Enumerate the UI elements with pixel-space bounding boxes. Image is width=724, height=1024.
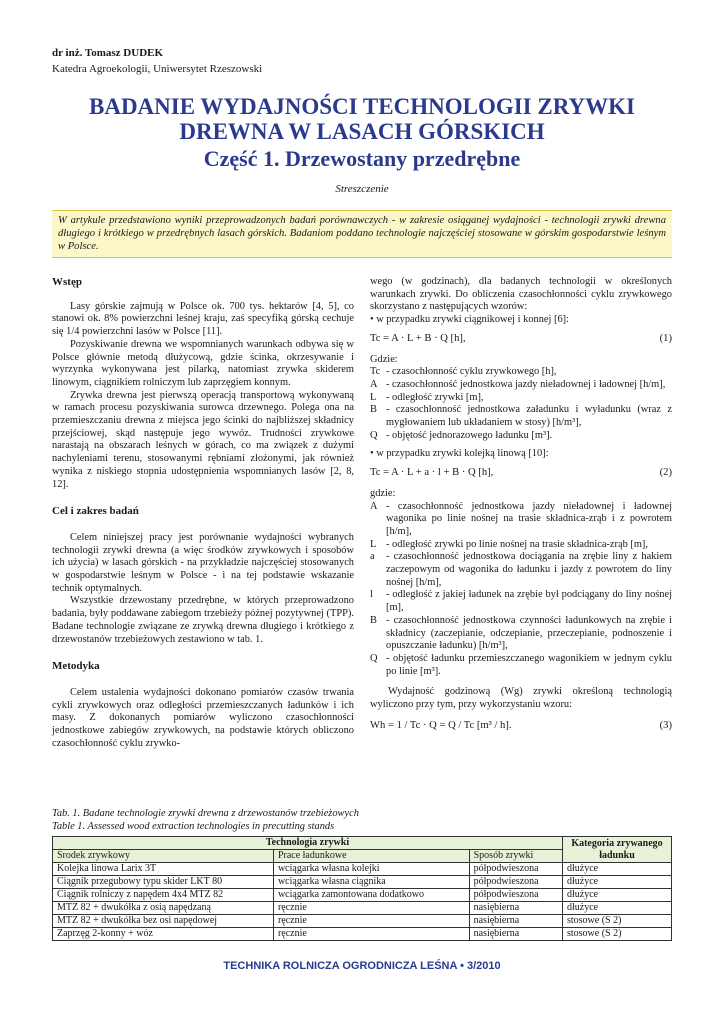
equation-number: (1) <box>659 332 672 344</box>
equation-text: Wh = 1 / Tc · Q = Q / Tc [m³ / h]. <box>370 719 512 731</box>
gloss-symbol: L <box>370 538 377 550</box>
paragraph: Celem ustalenia wydajności dokonano pomiarów czasów trwania cykli zrywkowych oraz odległości przemieszczanych ładunków i ich masy. Z dokonanych pomiarów wyliczono czasochłonności jednostkowe zabiegów zrywkowych, na podstawie których obliczono czasochłonność cyklu zrywko- <box>52 686 354 749</box>
gloss-definition: - czasochłonność cyklu zrywkowego [h], <box>386 366 557 378</box>
section-heading-goal: Cel i zakres badań <box>52 505 139 518</box>
table-header-row <box>53 837 672 850</box>
bullet-text: w przypadku zrywki kolejką linową [10]: <box>376 448 549 460</box>
journal-footer: TECHNIKA ROLNICZA OGRODNICZA LEŚNA • 3/2010 <box>223 960 501 972</box>
section-heading-method: Metodyka <box>52 660 100 673</box>
table-category-header: Kategoria zrywanego ładunku <box>563 837 672 863</box>
paragraph: Wydajność godzinową (Wg) zrywki określoną technologią wyliczono przy tym, przy wykorzystaniu wzoru: <box>370 686 672 711</box>
left-column <box>52 276 354 751</box>
glossary-2 <box>370 501 672 679</box>
gloss-symbol: l <box>370 589 373 601</box>
equation-3 <box>370 720 672 733</box>
glossary-1 <box>370 366 672 442</box>
table-cell: półpodwieszona <box>469 863 562 876</box>
title-line-3: Część 1. Drzewostany przedrębne <box>203 146 521 171</box>
equation-2 <box>370 467 672 480</box>
table-cell: dłużyce <box>563 902 672 915</box>
table-cell: ręcznie <box>273 915 469 928</box>
right-column <box>370 276 672 741</box>
table-cell: ręcznie <box>273 902 469 915</box>
gloss-symbol: Q <box>370 652 378 664</box>
gloss-symbol: B <box>370 404 377 416</box>
gloss-row <box>370 404 672 429</box>
bullet-item: • w przypadku zrywki ciągnikowej i konnej [6]: <box>370 314 569 326</box>
table-cell: wciągarka własna kolejki <box>273 863 469 876</box>
gloss-row <box>370 430 672 443</box>
equation-text: Tc = A · L + B · Q [h], <box>370 332 466 344</box>
technology-table <box>52 836 672 941</box>
gloss-intro: gdzie: <box>370 487 396 499</box>
paragraph: wego (w godzinach), dla badanych technologii w określonych warunkach zrywki. Do obliczenia czasochłonności cyklu zrywkowego skorzystano z następujących wzorów: <box>370 276 672 313</box>
table-cell: nasiębierna <box>469 902 562 915</box>
table-row <box>53 902 672 915</box>
equation-text: Tc = A · L + a · l + B · Q [h], <box>370 467 494 479</box>
title-line-2: DREWNA W LASACH GÓRSKICH <box>179 119 545 144</box>
table-cell: MTZ 82 + dwukółka z osią napędzaną <box>53 902 274 915</box>
table-caption-en: Table 1. Assessed wood extraction technologies in precutting stands <box>52 821 335 832</box>
gloss-definition: - odległość zrywki po linie nośnej na trasie składnica-zrąb [m], <box>386 538 648 550</box>
gloss-definition: - czasochłonność jednostkowa dociągania na zrębie liny z hakiem zaczepowym od wagonika do ładunku i jazdy z powrotem do liny nośnej [h/m], <box>386 551 672 588</box>
bullet-text: w przypadku zrywki ciągnikowej i konnej [6]: <box>376 314 569 326</box>
author-name: dr inż. Tomasz DUDEK <box>52 47 164 59</box>
bullet-item: • w przypadku zrywki kolejką linową [10]: <box>370 448 549 460</box>
table-row <box>53 876 672 889</box>
abstract-box <box>52 210 672 258</box>
table-cell: dłużyce <box>563 889 672 902</box>
table-group-header: Technologia zrywki <box>53 837 563 850</box>
gloss-symbol: B <box>370 614 377 626</box>
paragraph: Lasy górskie zajmują w Polsce ok. 700 tys. hektarów [4, 5], co stanowi ok. 8% powierzchni leśnej kraju, zaś specyfiką górską cechuje się 1/4 powierzchni lasów w Polsce [11]. <box>52 300 354 338</box>
gloss-symbol: A <box>370 500 378 512</box>
gloss-symbol: L <box>370 391 377 403</box>
table-cell: stosowe (S 2) <box>563 915 672 928</box>
gloss-row <box>370 539 672 552</box>
table-cell: dłużyce <box>563 863 672 876</box>
table-cell: dłużyce <box>563 876 672 889</box>
table-cell: wciągarka zamontowana dodatkowo <box>273 889 469 902</box>
gloss-symbol: Q <box>370 429 378 441</box>
gloss-definition: - odległość zrywki [m], <box>386 391 484 403</box>
gloss-row <box>370 615 672 653</box>
table-cell: MTZ 82 + dwukółka bez osi napędowej <box>53 915 274 928</box>
gloss-definition: - objętość ładunku przemieszczanego wagonikiem w jednym cyklu po linie [m³]. <box>386 652 672 677</box>
paragraph: Zrywka drewna jest pierwszą operacją transportową wykonywaną w ramach procesu pozyskiwania surowca drzewnego. Polega ona na przemieszczaniu drewna z miejsca jego ścinki do najbliższej składnicy przejściowej, skąd następuje jego wywóz. Trudności zrywkowe narastają na obszarach leśnych w górach, co ma związek z dużymi nachyleniami terenu, stosowanymi rębniami złożonymi, jak również wynika z niskiego stopnia udostępnienia wspomnianych lasów [2, 8, 12]. <box>52 389 354 490</box>
gloss-row <box>370 551 672 589</box>
title-line-1: BADANIE WYDAJNOŚCI TECHNOLOGII ZRYWKI <box>89 94 635 119</box>
gloss-row <box>370 392 672 405</box>
equation-number: (3) <box>659 719 672 731</box>
table-cell: Zaprzęg 2-konny + wóz <box>53 928 274 941</box>
table-cell: ręcznie <box>273 928 469 941</box>
author-affiliation: Katedra Agroekologii, Uniwersytet Rzeszowski <box>52 63 263 75</box>
table-cell: Kolejka linowa Larix 3T <box>53 863 274 876</box>
table-cell: półpodwieszona <box>469 889 562 902</box>
gloss-row <box>370 379 672 392</box>
table-row <box>53 928 672 941</box>
table-row <box>53 915 672 928</box>
gloss-row <box>370 366 672 379</box>
section-heading-intro: Wstęp <box>52 276 82 288</box>
table-cell: nasiębierna <box>469 915 562 928</box>
equation-number: (2) <box>659 467 672 479</box>
gloss-symbol: Tc <box>370 366 381 378</box>
gloss-row <box>370 501 672 539</box>
table-cell: wciągarka własna ciągnika <box>273 876 469 889</box>
gloss-definition: - czasochłonność jednostkowa jazdy nieładownej i ładownej wagonika po linie nośnej na trasie składnica-zrąb i z powrotem [h/m], <box>386 500 672 537</box>
table-cell: stosowe (S 2) <box>563 928 672 941</box>
table-cell: półpodwieszona <box>469 876 562 889</box>
column-header: Sposób zrywki <box>469 850 562 863</box>
gloss-row <box>370 653 672 678</box>
paragraph: Wszystkie drzewostany przedrębne, w których przeprowadzono badania, były poddawane zabiegom trzebieży późnej pozytywnej (TPP). Badane technologie związane ze zrywką drewna długiego i krótkiego z drzewostanów trzebieżowych zestawiono w tab. 1. <box>52 595 354 645</box>
table-caption-pl: Tab. 1. Badane technologie zrywki drewna z drzewostanów trzebieżowych <box>52 808 359 819</box>
paragraph: Pozyskiwanie drewna we wspomnianych warunkach odbywa się w Polsce głównie metodą dłużycową, gdzie ścinka, okrzesywanie i wyrzynka wykonywana jest pilarką, natomiast zrywka skiderem linowym, ciągnikiem rolniczym lub zaprzęgiem konnym. <box>52 338 354 388</box>
paragraph: Celem niniejszej pracy jest porównanie wydajności wybranych technologii zrywki drewna (a więc środków zrywkowych i sposobów ich użycia) w lasach górskich - na przykładzie najczęściej stosowanych w gospodarstwie leśnym w Polsce - i na tej podstawie wskazanie technik optymalnych. <box>52 531 354 594</box>
abstract-text: W artykule przedstawiono wyniki przeprowadzonych badań porównawczych - w zakresie osiąganej wydajności - technologii zrywki drewna długiego i krótkiego w przedrębnych lasach górskich. Badaniom poddano technologie najczęściej stosowane w górskim gospodarstwie leśnym w Polsce. <box>58 215 666 252</box>
table-cell: nasiębierna <box>469 928 562 941</box>
gloss-intro: Gdzie: <box>370 353 398 365</box>
table-row <box>53 889 672 902</box>
equation-1 <box>370 333 672 346</box>
abstract-heading: Streszczenie <box>335 183 389 195</box>
column-header: Środek zrywkowy <box>53 850 274 863</box>
gloss-definition: - czasochłonność jednostkowa czynności ładunkowych na zrębie i składnicy (zaczepianie, odczepianie, przeczepianie, podnoszenie i opuszczanie ładunku) [h/m³], <box>386 614 672 652</box>
gloss-symbol: a <box>370 551 375 563</box>
table-row <box>53 863 672 876</box>
table-cell: Ciągnik rolniczy z napędem 4x4 MTZ 82 <box>53 889 274 902</box>
gloss-row <box>370 589 672 614</box>
gloss-symbol: A <box>370 378 378 390</box>
gloss-definition: - czasochłonność jednostkowa załadunku i wyładunku (wraz z mygłowaniem lub układaniem w stosy) [h/m³], <box>386 404 672 429</box>
column-header: Prace ładunkowe <box>273 850 469 863</box>
table-cell: Ciągnik przegubowy typu skider LKT 80 <box>53 876 274 889</box>
gloss-definition: - objętość jednorazowego ładunku [m³]. <box>386 429 553 441</box>
gloss-definition: - czasochłonność jednostkowa jazdy nieładownej i ładownej [h/m], <box>386 378 666 390</box>
gloss-definition: - odległość z jakiej ładunek na zrębie był podciągany do liny nośnej [m], <box>386 589 672 614</box>
